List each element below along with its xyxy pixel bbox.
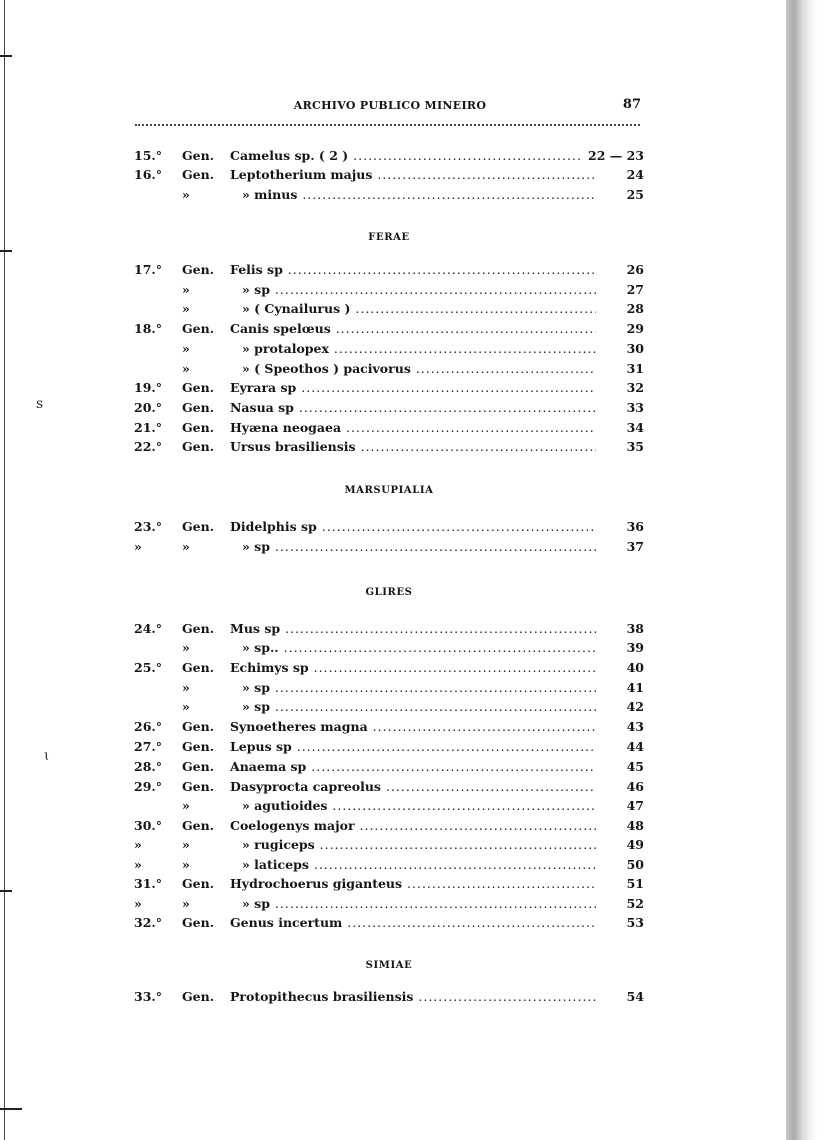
page-reference: 26 (621, 260, 644, 279)
species-name: » minus ..... (242, 185, 596, 204)
species-name: » agutioides ..... (242, 796, 596, 815)
index-row (134, 517, 644, 536)
page-reference: 25 (621, 185, 644, 204)
index-row (134, 913, 644, 932)
genus-abbrev: » (182, 680, 190, 695)
genus-abbrev: Gen. (182, 439, 215, 454)
index-row (134, 437, 644, 456)
margin-mark (0, 1108, 22, 1110)
margin-mark (0, 890, 12, 892)
page-right-edge (780, 0, 819, 1140)
genus-number: 30.° (134, 818, 162, 833)
species-name: » ( Speothos ) pacivorus ..... (242, 359, 596, 378)
page-reference: 46 (621, 777, 644, 796)
index-row (134, 855, 644, 874)
species-name: Synoetheres magna ..... (230, 717, 596, 736)
index-row (134, 299, 644, 318)
section-heading-simiae: SIMIAE (365, 960, 413, 971)
index-row (134, 418, 644, 437)
genus-abbrev: Gen. (182, 167, 215, 182)
species-name: » sp ..... (242, 280, 596, 299)
genus-abbrev: » (182, 187, 190, 202)
page-reference: 48 (621, 816, 644, 835)
genus-number: 15.° (134, 148, 162, 163)
genus-abbrev: Gen. (182, 148, 215, 163)
index-row (134, 260, 644, 279)
genus-abbrev: Gen. (182, 420, 215, 435)
index-row (134, 619, 644, 638)
genus-abbrev: Gen. (182, 719, 215, 734)
genus-abbrev: » (182, 640, 190, 655)
margin-speck: ꜱ (36, 396, 44, 412)
section-heading-ferae: FERAE (368, 232, 410, 243)
species-name: Lepus sp ..... (230, 737, 596, 756)
species-name: Nasua sp ..... (230, 398, 596, 417)
page-reference: 40 (621, 658, 644, 677)
species-name: Eyrara sp ..... (230, 378, 596, 397)
genus-abbrev: Gen. (182, 262, 215, 277)
genus-abbrev: » (182, 837, 190, 852)
index-row (134, 816, 644, 835)
species-name: » sp ..... (242, 537, 596, 556)
header-rule (135, 124, 640, 126)
index-row (134, 359, 644, 378)
genus-abbrev: » (182, 798, 190, 813)
page-reference: 41 (621, 678, 644, 697)
page-reference: 42 (621, 697, 644, 716)
index-row (134, 537, 644, 556)
genus-number: 22.° (134, 439, 162, 454)
genus-abbrev: Gen. (182, 876, 215, 891)
index-row (134, 658, 644, 677)
page-reference: 43 (621, 717, 644, 736)
index-row (134, 678, 644, 697)
genus-number: 29.° (134, 779, 162, 794)
genus-abbrev: Gen. (182, 779, 215, 794)
genus-number: 26.° (134, 719, 162, 734)
page-reference: 34 (621, 418, 644, 437)
genus-number: » (134, 837, 142, 852)
index-row (134, 697, 644, 716)
index-row (134, 874, 644, 893)
genus-number: 21.° (134, 420, 162, 435)
species-name: Didelphis sp ..... (230, 517, 596, 536)
species-name: Protopithecus brasiliensis ..... (230, 987, 596, 1006)
genus-abbrev: Gen. (182, 759, 215, 774)
page-reference: 33 (621, 398, 644, 417)
genus-number: » (134, 857, 142, 872)
genus-number: 25.° (134, 660, 162, 675)
page-reference: 54 (621, 987, 644, 1006)
genus-number: 27.° (134, 739, 162, 754)
index-row (134, 894, 644, 913)
genus-number: 16.° (134, 167, 162, 182)
index-row (134, 835, 644, 854)
genus-number: 32.° (134, 915, 162, 930)
page-reference: 32 (621, 378, 644, 397)
genus-number: 28.° (134, 759, 162, 774)
genus-number: 31.° (134, 876, 162, 891)
genus-abbrev: » (182, 282, 190, 297)
index-row (134, 146, 644, 165)
index-row (134, 757, 644, 776)
page-reference: 53 (621, 913, 644, 932)
genus-abbrev: Gen. (182, 660, 215, 675)
genus-number: 17.° (134, 262, 162, 277)
species-name: Genus incertum ..... (230, 913, 596, 932)
genus-abbrev: Gen. (182, 915, 215, 930)
species-name: Dasyprocta capreolus ..... (230, 777, 596, 796)
species-name: » sp ..... (242, 697, 596, 716)
page-reference: 47 (621, 796, 644, 815)
page-reference: 27 (621, 280, 644, 299)
genus-number: » (134, 896, 142, 911)
genus-abbrev: Gen. (182, 380, 215, 395)
genus-abbrev: Gen. (182, 519, 215, 534)
page-reference: 29 (621, 319, 644, 338)
genus-abbrev: Gen. (182, 321, 215, 336)
index-row (134, 777, 644, 796)
page-reference: 51 (621, 874, 644, 893)
genus-abbrev: » (182, 341, 190, 356)
page-reference: 31 (621, 359, 644, 378)
species-name: Echimys sp ..... (230, 658, 596, 677)
genus-number: 33.° (134, 989, 162, 1004)
genus-abbrev: Gen. (182, 400, 215, 415)
genus-number: 19.° (134, 380, 162, 395)
page-reference: 37 (621, 537, 644, 556)
species-name: Mus sp ..... (230, 619, 596, 638)
species-name: Hydrochoerus giganteus ..... (230, 874, 596, 893)
index-row (134, 717, 644, 736)
index-row (134, 319, 644, 338)
page-reference: 24 (621, 165, 644, 184)
page-reference: 22 — 23 (582, 146, 644, 165)
genus-abbrev: » (182, 361, 190, 376)
species-name: » ( Cynailurus ) ..... (242, 299, 596, 318)
page-reference: 35 (621, 437, 644, 456)
genus-abbrev: » (182, 857, 190, 872)
genus-abbrev: » (182, 896, 190, 911)
species-name: Camelus sp. ( 2 ) ..... (230, 146, 596, 165)
header-page-number: 87 (622, 97, 641, 112)
margin-mark (0, 250, 12, 252)
page-reference: 50 (621, 855, 644, 874)
species-name: Ursus brasiliensis ..... (230, 437, 596, 456)
index-row (134, 987, 644, 1006)
genus-abbrev: Gen. (182, 739, 215, 754)
index-row (134, 339, 644, 358)
genus-number: 20.° (134, 400, 162, 415)
genus-number: 24.° (134, 621, 162, 636)
species-name: » sp ..... (242, 678, 596, 697)
genus-number: 23.° (134, 519, 162, 534)
species-name: » rugiceps ..... (242, 835, 596, 854)
species-name: Leptotherium majus ..... (230, 165, 596, 184)
genus-abbrev: » (182, 301, 190, 316)
page-reference: 28 (621, 299, 644, 318)
genus-abbrev: » (182, 699, 190, 714)
genus-abbrev: Gen. (182, 818, 215, 833)
species-name: » laticeps ..... (242, 855, 596, 874)
genus-number: » (134, 539, 142, 554)
page-reference: 49 (621, 835, 644, 854)
section-heading-glires: GLIRES (365, 587, 413, 598)
margin-mark (0, 55, 12, 57)
index-row (134, 398, 644, 417)
page-reference: 36 (621, 517, 644, 536)
species-name: Hyæna neogaea ..... (230, 418, 596, 437)
header-title: ARCHIVO PUBLICO MINEIRO (293, 99, 487, 112)
index-row (134, 737, 644, 756)
genus-abbrev: » (182, 539, 190, 554)
section-heading-marsupialia: MARSUPIALIA (344, 485, 434, 496)
species-name: Anaema sp ..... (230, 757, 596, 776)
index-row (134, 378, 644, 397)
page-reference: 45 (621, 757, 644, 776)
page-reference: 44 (621, 737, 644, 756)
species-name: » sp.. ..... (242, 638, 596, 657)
page-reference: 39 (621, 638, 644, 657)
index-row (134, 185, 644, 204)
running-header (135, 99, 645, 119)
index-row (134, 796, 644, 815)
genus-abbrev: Gen. (182, 621, 215, 636)
species-name: Felis sp ..... (230, 260, 596, 279)
species-name: Canis spelœus ..... (230, 319, 596, 338)
page-reference: 52 (621, 894, 644, 913)
index-row (134, 165, 644, 184)
index-row (134, 280, 644, 299)
margin-speck: ɩ (44, 748, 50, 764)
genus-abbrev: Gen. (182, 989, 215, 1004)
species-name: » protalopex ..... (242, 339, 596, 358)
index-row (134, 638, 644, 657)
species-name: » sp ..... (242, 894, 596, 913)
genus-number: 18.° (134, 321, 162, 336)
page-left-edge (0, 0, 9, 1140)
species-name: Coelogenys major ..... (230, 816, 596, 835)
page-reference: 30 (621, 339, 644, 358)
page-reference: 38 (621, 619, 644, 638)
